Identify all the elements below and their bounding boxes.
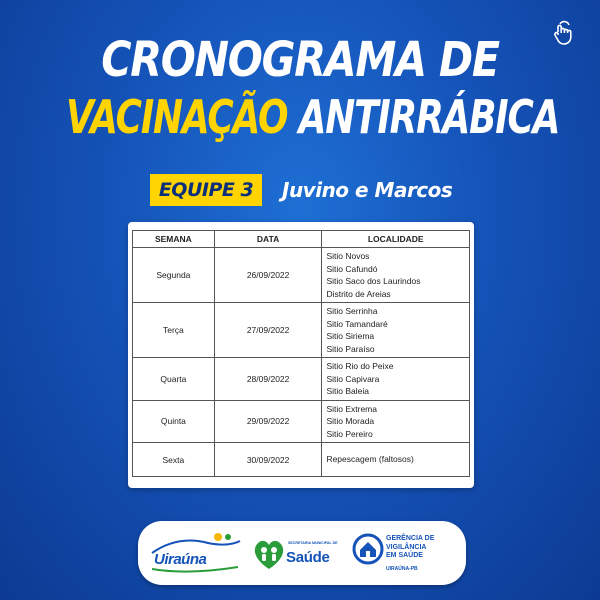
table-row <box>133 443 470 477</box>
place-item: Sitio Tamandaré <box>326 318 388 329</box>
date-cell: 28/09/2022 <box>214 358 322 401</box>
vigilancia-line: EM SAÚDE <box>386 552 423 559</box>
vigilancia-logo <box>352 529 460 577</box>
schedule-table <box>132 230 470 477</box>
header-data: DATA <box>214 231 322 248</box>
team-row <box>0 174 600 208</box>
place-item: Sitio Extrema <box>326 403 377 414</box>
secretaria-saude-logo <box>248 529 348 577</box>
day-cell: Segunda <box>133 248 215 303</box>
schedule-card <box>128 222 474 488</box>
title-rest: ANTIRRÁBICA <box>298 90 560 144</box>
place-item: Sitio Siriema <box>326 331 375 341</box>
table-row <box>133 400 470 443</box>
place-item: Sitio Paraíso <box>326 343 375 354</box>
place-item: Sitio Baleia <box>326 386 369 396</box>
places-cell <box>322 443 470 477</box>
places-cell <box>322 400 470 443</box>
team-badge: EQUIPE 3 <box>150 174 262 206</box>
place-item: Sitio Saco dos Laurindos <box>326 276 421 286</box>
uirauna-wordmark: Uiraúna <box>154 551 207 568</box>
title-highlight: VACINAÇÃO <box>66 90 288 144</box>
title-line-2 <box>66 90 560 144</box>
places-cell <box>322 303 470 358</box>
header-localidade: LOCALIDADE <box>322 231 470 248</box>
place-item: Sitio Novos <box>326 251 370 261</box>
vigilancia-line: GERÊNCIA DE <box>386 535 435 542</box>
header-semana: SEMANA <box>133 231 215 248</box>
day-cell: Quarta <box>133 358 215 401</box>
places-cell <box>322 358 470 401</box>
footer-logos <box>138 521 466 585</box>
title-line-1: CRONOGRAMA DE <box>101 32 499 88</box>
family-heart-icon <box>252 535 286 571</box>
vigilancia-title <box>386 535 434 561</box>
uirauna-logo <box>148 529 244 577</box>
table-header-row <box>133 231 470 248</box>
place-item: Sitio Serrinha <box>326 306 378 316</box>
table-row <box>133 303 470 358</box>
team-members: Juvino e Marcos <box>282 178 453 202</box>
places-cell <box>322 248 470 303</box>
date-cell: 26/09/2022 <box>214 248 322 303</box>
vigilancia-line: VIGILÂNCIA <box>386 543 427 551</box>
house-shield-icon <box>352 533 384 565</box>
secretaria-label: SECRETARIA MUNICIPAL DE <box>288 541 338 545</box>
place-item: Sitio Morada <box>326 416 375 426</box>
place-item: Distrito de Areias <box>326 288 391 299</box>
day-cell: Terça <box>133 303 215 358</box>
date-cell: 27/09/2022 <box>214 303 322 358</box>
day-cell: Quinta <box>133 400 215 443</box>
saude-wordmark: Saúde <box>286 549 330 566</box>
day-cell: Sexta <box>133 443 215 477</box>
place-item: Sitio Rio do Peixe <box>326 361 394 371</box>
vigilancia-city: UIRAÚNA-PB <box>386 566 418 572</box>
place-item: Sitio Capivara <box>326 373 380 384</box>
place-item: Repescagem (faltosos) <box>326 454 414 465</box>
place-item: Sitio Pereiro <box>326 428 373 439</box>
table-row <box>133 248 470 303</box>
place-item: Sitio Cafundó <box>326 263 378 274</box>
date-cell: 30/09/2022 <box>214 443 322 477</box>
table-row <box>133 358 470 401</box>
date-cell: 29/09/2022 <box>214 400 322 443</box>
